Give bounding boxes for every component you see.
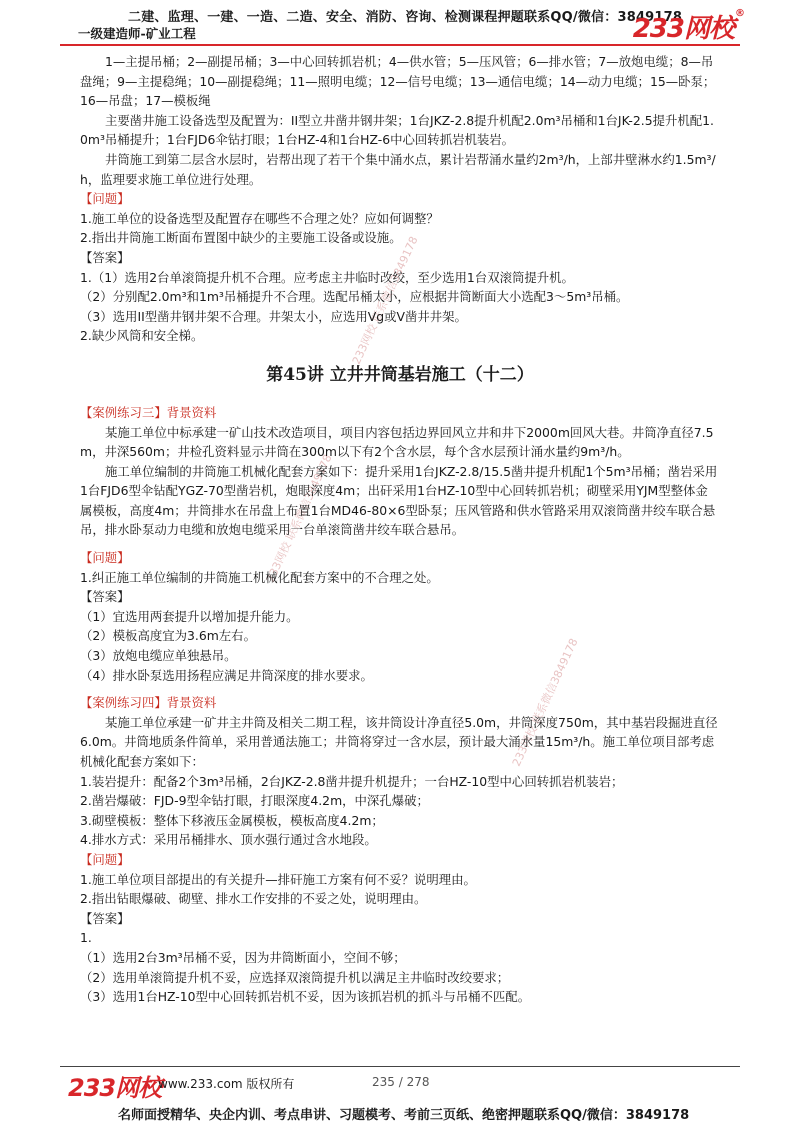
- page-number: 235 / 278: [372, 1075, 430, 1089]
- header-contact-line: 二建、监理、一建、一造、二造、安全、消防、咨询、检测课程押题联系QQ/微信：3849178: [128, 10, 683, 25]
- watermark: 233网校 联系微信3849178: [509, 636, 581, 769]
- case-tag: 【案例练习三】背景资料: [80, 404, 217, 420]
- question: 1.施工单位项目部提出的有关提升—排矸施工方案有何不妥？说明理由。: [80, 871, 476, 887]
- footer-divider: [60, 1066, 740, 1067]
- watermark: 233网校 联系微信3849178: [349, 234, 421, 367]
- case-tag: 【案例练习四】背景资料: [80, 695, 217, 711]
- answer: （3）放炮电缆应单独悬吊。: [80, 648, 237, 664]
- page-content: [80, 52, 720, 1007]
- answer: 1.（1）选用2台单滚筒提升机不合理。应考虑主井临时改绞，至少选用1台双滚筒提升机。: [80, 269, 574, 285]
- header-subject: 一级建造师-矿业工程: [78, 26, 196, 41]
- lecture-title: 第45讲 立井井筒基岩施工（十二）: [266, 364, 534, 385]
- figure-legend: 1—主提吊桶；2—副提吊桶；3—中心回转抓岩机；4—供水管；5—压风管；6—排水管；7—放炮电缆；8—吊盘绳；9—主提稳绳；10—副提稳绳；11—照明电缆；12—信号电缆；13—通信电缆；14—动力电缆；15—卧泵；16—吊盘；17—模板绳: [80, 54, 716, 109]
- question-tag: 【问题】: [80, 851, 130, 867]
- question: 2.指出井筒施工断面布置图中缺少的主要施工设备或设施。: [80, 230, 402, 246]
- answer-tag: 【答案】: [80, 589, 130, 605]
- answer: 1.: [80, 930, 92, 946]
- footer-logo: 233网校: [68, 1074, 162, 1102]
- case-paragraph: 施工单位编制的井筒施工机械化配套方案如下：提升采用1台JKZ-2.8/15.5凿井提升机配1个5m³吊桶；凿岩采用1台FJD6型伞钻配YGZ-70型凿岩机，炮眼深度4m；出矸采用1台HZ-10型中心回转抓岩机；砌壁采用YJM型整体金属模板，高度4m；井筒排水在吊盘上布置1台MD46-80×6型卧泵；压风管路和供水管路采用双滚筒凿井绞车联合悬吊，排水卧泵动力电缆和放炮电缆采用一台单滚筒凿井绞车联合悬吊。: [80, 463, 718, 538]
- case-paragraph: 某施工单位承建一矿井主井筒及相关二期工程，该井筒设计净直径5.0m，井筒深度750m，其中基岩段掘进直径6.0m。井筒地质条件简单，采用普通法施工；井筒将穿过一含水层，预计最大涌水量15m³/h。施工单位项目部考虑机械化配套方案如下：: [80, 714, 718, 769]
- answer: 2.缺少风筒和安全梯。: [80, 328, 204, 344]
- question-tag: 【问题】: [80, 550, 130, 566]
- case-item: 2.凿岩爆破：FJD-9型伞钻打眼，打眼深度4.2m，中深孔爆破；: [80, 793, 429, 809]
- answer-tag: 【答案】: [80, 910, 130, 926]
- case-paragraph: 某施工单位中标承建一矿山技术改造项目，项目内容包括边界回风立井和井下2000m回风大巷。井筒净直径7.5m，井深560m；井检孔资料显示井筒在300m以下有2个含水层，每个含水层预计涌水量约9m³/h。: [80, 424, 714, 460]
- answer: （2）模板高度宜为3.6m左右。: [80, 628, 256, 644]
- answer: （3）选用1台HZ-10型中心回转抓岩机不妥，因为该抓岩机的抓斗与吊桶不匹配。: [80, 989, 531, 1005]
- case-item: 4.排水方式：采用吊桶排水、顶水强行通过含水地段。: [80, 832, 377, 848]
- question: 1.纠正施工单位编制的井筒施工机械化配套方案中的不合理之处。: [80, 569, 439, 585]
- question-tag: 【问题】: [80, 191, 130, 207]
- answer: （1）宜选用两套提升以增加提升能力。: [80, 608, 299, 624]
- answer: （4）排水卧泵选用扬程应满足井筒深度的排水要求。: [80, 667, 373, 683]
- answer: （1）选用2台3m³吊桶不妥，因为井筒断面小，空间不够；: [80, 949, 406, 965]
- question: 1.施工单位的设备选型及配置存在哪些不合理之处？应如何调整？: [80, 210, 439, 226]
- footer-site: www.233.com 版权所有: [158, 1077, 295, 1091]
- answer: （2）选用单滚筒提升机不妥，应选择双滚筒提升机以满足主井临时改绞要求；: [80, 969, 510, 985]
- question: 2.指出钻眼爆破、砌壁、排水工作安排的不妥之处，说明理由。: [80, 891, 427, 907]
- equipment-paragraph: 主要凿井施工设备选型及配置为：II型立井凿井钢井架；1台JKZ-2.8提升机配2.0m³吊桶和1台JK-2.5提升机配1.0m³吊桶提升；1台FJD6伞钻打眼；1台HZ-4和1台HZ-6中心回转抓岩机装岩。: [80, 112, 714, 148]
- situation-paragraph: 井筒施工到第二层含水层时，岩帮出现了若干个集中涌水点，累计岩帮涌水量约2m³/h，上部井壁淋水约1.5m³/h，监理要求施工单位进行处理。: [80, 151, 716, 187]
- footer-promo: 名师面授精华、央企内训、考点串讲、习题模考、考前三页纸、绝密押题联系QQ/微信：3849178: [118, 1108, 690, 1123]
- header-divider: [60, 44, 740, 46]
- case-item: 3.砌壁模板：整体下移液压金属模板，模板高度4.2m；: [80, 812, 384, 828]
- answer: （3）选用II型凿井钢井架不合理。井架太小，应选用Vg或V凿井井架。: [80, 308, 467, 324]
- answer-tag: 【答案】: [80, 249, 130, 265]
- brand-logo: 233网校®: [632, 8, 744, 44]
- answer: （2）分别配2.0m³和1m³吊桶提升不合理。选配吊桶太小，应根据井筒断面大小选配3～5m³吊桶。: [80, 289, 629, 305]
- watermark: 233网校 联系微信3849178: [263, 452, 335, 585]
- case-item: 1.装岩提升：配备2个3m³吊桶，2台JKZ-2.8凿井提升机提升；一台HZ-10型中心回转抓岩机装岩；: [80, 773, 624, 789]
